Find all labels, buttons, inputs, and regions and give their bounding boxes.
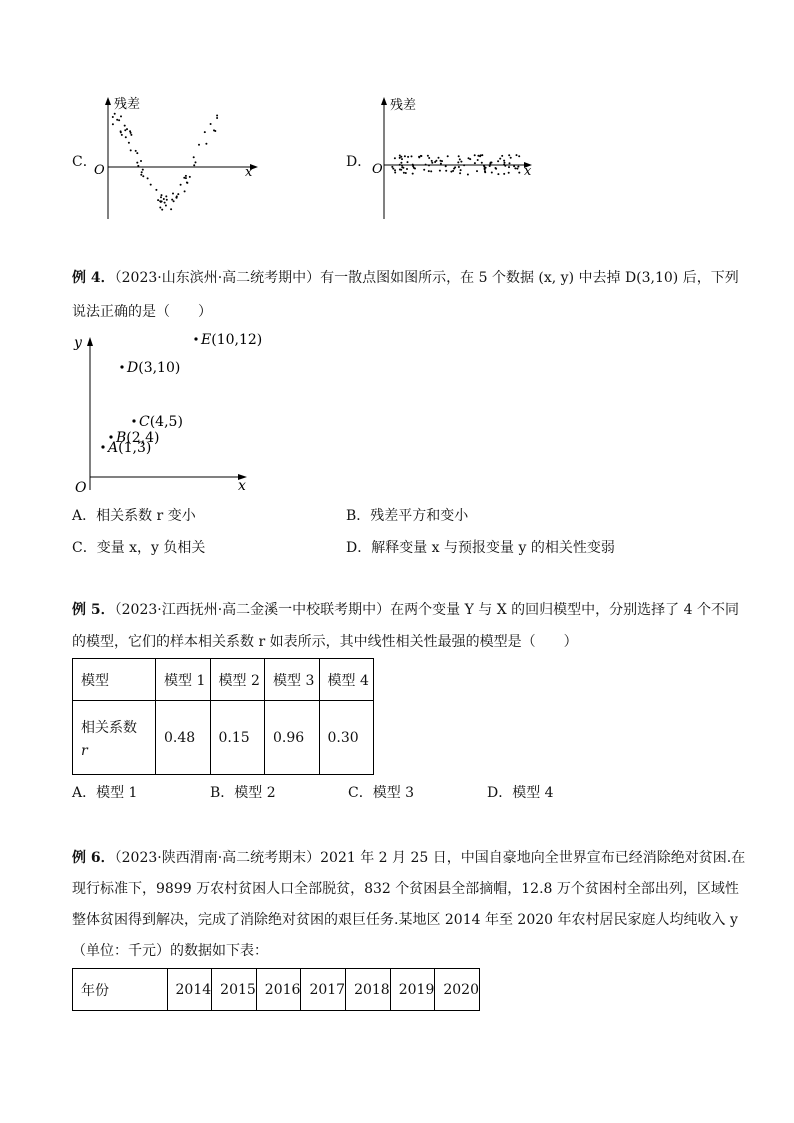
- residual-dot: [407, 161, 409, 163]
- residual-dot: [400, 162, 402, 164]
- example-5-label: 例 5．: [72, 602, 115, 618]
- example-6-text-3: 整体贫困得到解决，完成了消除绝对贫困的艰巨任务.某地区 2014 年至 2020 年农村居民家庭人均纯收入 y: [72, 912, 738, 928]
- residual-dot: [394, 172, 396, 174]
- residual-dot: [165, 195, 167, 197]
- residual-dot: [412, 173, 414, 175]
- residual-dot: [401, 158, 403, 160]
- residual-dot: [399, 155, 401, 157]
- residual-dot: [468, 157, 470, 159]
- residual-dot: [165, 205, 167, 207]
- residual-dot: [121, 134, 123, 136]
- residual-dot: [140, 174, 142, 176]
- residual-dot: [474, 154, 476, 156]
- y-axis-label: y: [74, 335, 82, 351]
- table-header-cell: 模型 4: [319, 659, 374, 701]
- residual-dot: [140, 160, 142, 162]
- residual-dot: [204, 131, 206, 133]
- residual-dot: [501, 155, 503, 157]
- residual-dot: [497, 160, 499, 162]
- residual-dot: [458, 166, 460, 168]
- table-row-label: [73, 701, 156, 775]
- residual-dot: [213, 129, 215, 131]
- residual-dot: [411, 155, 413, 157]
- table-header-cell: 2014: [167, 969, 212, 1011]
- residual-dot: [445, 170, 447, 172]
- residual-dot: [114, 113, 116, 115]
- option-c[interactable]: C．变量 x，y 负相关: [72, 540, 206, 556]
- residual-dot: [480, 154, 482, 156]
- residual-dot: [459, 158, 461, 160]
- residual-dot: [484, 168, 486, 170]
- residual-dot: [463, 164, 465, 166]
- origin-label: O: [372, 162, 383, 177]
- residual-dot: [124, 129, 126, 131]
- residual-dot: [460, 169, 462, 171]
- table-header-cell: 模型 3: [265, 659, 320, 701]
- point-label: A(1,3): [108, 440, 152, 456]
- example-5-line-1: [72, 600, 739, 620]
- residual-dot: [150, 184, 152, 186]
- option-d[interactable]: D．模型 4: [487, 785, 554, 801]
- residual-dot: [142, 169, 144, 171]
- residual-dot: [481, 154, 483, 156]
- option-c-label[interactable]: C．: [72, 154, 97, 170]
- residual-dot: [185, 175, 187, 177]
- residual-dot: [460, 161, 462, 163]
- residual-dot: [128, 142, 130, 144]
- residual-dot: [438, 157, 440, 159]
- residual-dot: [404, 155, 406, 157]
- residual-dot: [518, 155, 520, 157]
- residual-dot: [189, 176, 191, 178]
- table-header-cell: 模型 1: [156, 659, 211, 701]
- point-label: D(3,10): [127, 360, 181, 376]
- residual-dot: [135, 150, 137, 152]
- example-4-text-2: 说法正确的是（ ）: [72, 304, 212, 320]
- residual-dot: [430, 170, 432, 172]
- residual-dot: [120, 131, 122, 133]
- table-row: [73, 701, 374, 775]
- residual-dot: [210, 123, 212, 125]
- y-axis-label: 残差: [114, 97, 141, 112]
- residual-dot: [491, 172, 493, 174]
- y-axis-arrow: [381, 97, 387, 105]
- residual-dot: [147, 177, 149, 179]
- residual-dot: [185, 177, 187, 179]
- example-6-text-1: （2023·陕西渭南·高二统考期末）2021 年 2 月 25 日，中国自豪地向全世界宣布已经消除绝对贫困.在: [114, 850, 746, 866]
- residual-dot: [399, 169, 401, 171]
- residual-dot: [173, 200, 175, 202]
- table-header-cell: 2017: [301, 969, 346, 1011]
- residual-dot: [392, 168, 394, 170]
- residual-dot: [497, 173, 499, 175]
- example-6-line-1: [72, 848, 745, 868]
- residual-dot: [476, 170, 478, 172]
- residual-dot: [518, 172, 520, 174]
- residual-dot: [445, 165, 447, 167]
- scatter-point: [120, 365, 123, 368]
- residual-dot: [166, 199, 168, 201]
- option-d[interactable]: D．解释变量 x 与预报变量 y 的相关性变弱: [346, 540, 615, 556]
- example-6-text-4: （单位：千元）的数据如下表：: [72, 943, 268, 959]
- residual-dot: [130, 134, 132, 136]
- residual-dot: [447, 155, 449, 157]
- residual-dot: [399, 164, 401, 166]
- residual-dot: [510, 157, 512, 159]
- residual-dot: [407, 156, 409, 158]
- row-label-line-2: r: [81, 742, 88, 759]
- table-cell: 0.48: [156, 701, 211, 775]
- residual-dot: [205, 143, 207, 145]
- correlation-table: [72, 658, 374, 775]
- residual-dot: [516, 168, 518, 170]
- origin-label: O: [75, 480, 87, 496]
- residual-dot: [457, 161, 459, 163]
- residual-dot: [406, 168, 408, 170]
- x-axis-label: x: [245, 165, 253, 180]
- point-label: E(10,12): [201, 332, 263, 348]
- residual-dot: [177, 193, 179, 195]
- residual-dot: [428, 157, 430, 159]
- table-header-cell: 年份: [73, 969, 168, 1011]
- residual-dot: [503, 164, 505, 166]
- residual-dot: [186, 182, 188, 184]
- option-b[interactable]: B．残差平方和变小: [346, 508, 469, 524]
- point-label: C(4,5): [139, 414, 183, 430]
- residual-dot: [440, 160, 442, 162]
- residual-dot: [459, 172, 461, 174]
- residual-points: [112, 113, 218, 211]
- residual-dot: [503, 173, 505, 175]
- option-b[interactable]: B．模型 2: [210, 785, 276, 801]
- residual-dot: [136, 152, 138, 154]
- residual-dot: [402, 167, 404, 169]
- table-header-row: [73, 969, 480, 1011]
- scatter-point: [101, 445, 104, 448]
- residual-dot: [504, 162, 506, 164]
- residual-dot: [216, 117, 218, 119]
- table-cell: 0.30: [319, 701, 374, 775]
- residual-dot: [157, 199, 159, 201]
- residual-dot: [508, 154, 510, 156]
- residual-dot: [431, 160, 433, 162]
- residual-dot: [491, 162, 493, 164]
- residual-dot: [163, 198, 165, 200]
- residual-dot: [391, 166, 393, 168]
- residual-dot: [161, 194, 163, 196]
- option-c[interactable]: C．模型 3: [348, 785, 415, 801]
- example-5-text-1: （2023·江西抚州·高二金溪一中校联考期中）在两个变量 Y 与 X 的回归模型中，分别选择了 4 个不同: [114, 602, 739, 618]
- residual-dot: [427, 155, 429, 157]
- point-label: B(2,4): [116, 430, 160, 446]
- y-axis-arrow: [87, 337, 93, 346]
- scatter-point: [194, 337, 197, 340]
- residual-dot: [481, 162, 483, 164]
- residual-dot: [489, 165, 491, 167]
- residual-dot: [116, 119, 118, 121]
- residual-dot: [418, 156, 420, 158]
- residual-dot: [477, 159, 479, 161]
- residual-dot: [516, 154, 518, 156]
- table-header-cell: 模型: [73, 659, 156, 701]
- table-header-cell: 2016: [256, 969, 301, 1011]
- y-axis-arrow: [105, 97, 111, 105]
- residual-dot: [161, 209, 163, 211]
- row-label-line-1: 相关系数: [81, 719, 137, 736]
- option-a[interactable]: A．相关系数 r 变小: [72, 508, 196, 524]
- table-header-cell: 模型 2: [210, 659, 265, 701]
- residual-dot: [423, 169, 425, 171]
- scatter-points: [101, 332, 262, 456]
- table-header-cell: 2018: [346, 969, 391, 1011]
- residual-dot: [198, 144, 200, 146]
- residual-dot: [484, 171, 486, 173]
- residual-dot: [159, 207, 161, 209]
- residual-dot: [509, 162, 511, 164]
- residual-dot: [483, 165, 485, 167]
- residual-dot: [477, 155, 479, 157]
- example-6-label: 例 6．: [72, 850, 115, 866]
- residual-dot: [216, 115, 218, 117]
- residual-dot: [435, 160, 437, 162]
- scatter-point: [109, 435, 112, 438]
- residual-dot: [428, 170, 430, 172]
- residual-dot: [155, 189, 157, 191]
- residual-dot: [495, 167, 497, 169]
- example-6-text-2: 现行标准下，9899 万农村贫困人口全部脱贫，832 个贫困县全部摘帽，12.8 万个贫困村全部出列，区域性: [72, 881, 739, 897]
- residual-dot: [453, 168, 455, 170]
- residual-dot: [171, 199, 173, 201]
- residual-dot: [160, 196, 162, 198]
- residual-dot: [184, 190, 186, 192]
- residual-dot: [129, 130, 131, 132]
- example-4-text-1: （2023·山东滨州·高二统考期中）有一散点图如图所示，在 5 个数据 (x, y) 中去掉 D(3,10) 后，下列: [114, 270, 739, 286]
- residual-dot: [440, 163, 442, 165]
- origin-label: O: [94, 163, 105, 178]
- residual-dot: [176, 197, 178, 199]
- scatter-chart: [70, 325, 270, 497]
- residual-dot: [420, 155, 422, 157]
- residual-dot: [180, 184, 182, 186]
- residual-dot: [425, 164, 427, 166]
- residual-dot: [136, 162, 138, 164]
- residual-dot: [112, 116, 114, 118]
- table-header-cell: 2015: [212, 969, 257, 1011]
- residual-dot: [467, 174, 469, 176]
- x-axis-label: x: [238, 478, 246, 494]
- table-header-row: [73, 659, 374, 701]
- residual-dot: [394, 169, 396, 171]
- residual-dot: [394, 157, 396, 159]
- residual-dot: [142, 175, 144, 177]
- residual-dot: [193, 164, 195, 166]
- residual-dot: [450, 171, 452, 173]
- residual-dot: [403, 172, 405, 174]
- residual-dot: [514, 167, 516, 169]
- table-cell: 0.15: [210, 701, 265, 775]
- residual-dot: [130, 149, 132, 151]
- residual-dot: [413, 167, 415, 169]
- example-4-label: 例 4．: [72, 270, 115, 286]
- y-axis-label: 残差: [390, 98, 417, 113]
- table-header-cell: 2020: [435, 969, 480, 1011]
- residual-dot: [126, 128, 128, 130]
- residual-dot: [141, 171, 143, 173]
- residual-dot: [439, 170, 441, 172]
- residual-dot: [137, 165, 139, 167]
- residual-dot: [513, 165, 515, 167]
- residual-plot-d: [366, 95, 541, 225]
- option-a[interactable]: A．模型 1: [72, 785, 138, 801]
- option-d-label[interactable]: D．: [346, 154, 372, 170]
- residual-dot: [469, 158, 471, 160]
- income-table: [72, 968, 480, 1011]
- table-cell: 0.96: [265, 701, 320, 775]
- residual-dot: [508, 166, 510, 168]
- scatter-point: [132, 419, 135, 422]
- residual-dot: [431, 162, 433, 164]
- residual-dot: [161, 200, 163, 202]
- residual-dot: [458, 155, 460, 157]
- residual-plot-c: [88, 95, 263, 225]
- example-4-line-1: [72, 268, 739, 288]
- residual-dot: [499, 158, 501, 160]
- residual-dot: [112, 123, 114, 125]
- residual-dot: [405, 172, 407, 174]
- residual-dot: [125, 136, 127, 138]
- example-5-text-2: 的模型，它们的样本相关系数 r 如表所示，其中线性相关性最强的模型是（ ）: [72, 634, 578, 650]
- residual-dot: [517, 166, 519, 168]
- residual-dot: [401, 164, 403, 166]
- residual-dot: [193, 156, 195, 158]
- residual-dot: [195, 161, 197, 163]
- x-axis-label: x: [524, 164, 532, 179]
- residual-dot: [164, 202, 166, 204]
- residual-dot: [172, 193, 174, 195]
- table-header-cell: 2019: [390, 969, 435, 1011]
- residual-dot: [503, 160, 505, 162]
- residual-dot: [428, 164, 430, 166]
- residual-dot: [508, 172, 510, 174]
- residual-dot: [170, 208, 172, 210]
- residual-dot: [474, 162, 476, 164]
- residual-dot: [120, 115, 122, 117]
- residual-dot: [118, 119, 120, 121]
- residual-dot: [124, 125, 126, 127]
